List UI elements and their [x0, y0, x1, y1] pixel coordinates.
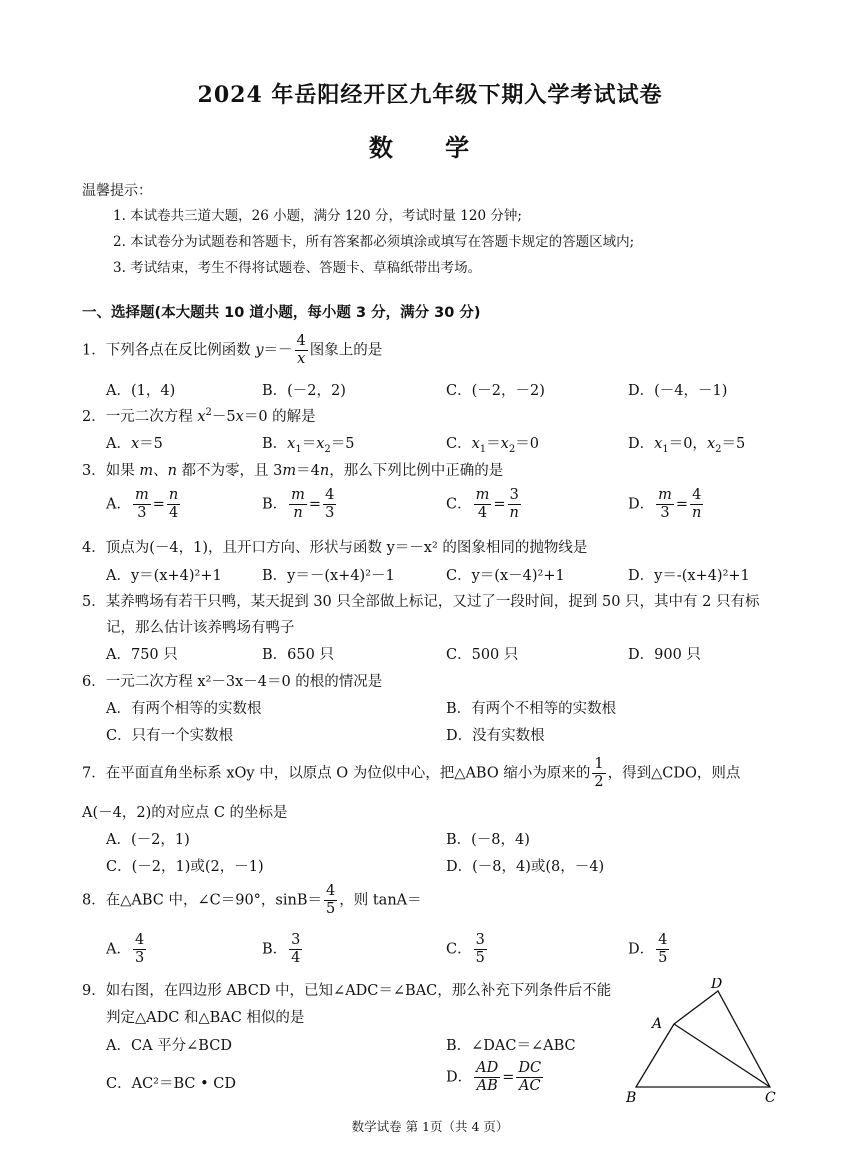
- q1-option-c: C．(－2，－2): [446, 383, 545, 399]
- question-3: 3．如果 m、n 都不为零，且 3m＝4n，那么下列比例中正确的是: [82, 463, 504, 479]
- q6-option-a: A．有两个相等的实数根: [106, 701, 262, 717]
- q9-option-b: B．∠DAC＝∠ABC: [446, 1038, 576, 1054]
- label-c: C: [765, 1090, 776, 1103]
- question-7-line-1: 7．在平面直角坐标系 xOy 中，以原点 O 为位似中心，把△ABO 缩小为原来的 $\frac{1}{2}$ ，得到△CDO，则点: [82, 756, 741, 790]
- section-title: 一、选择题(本大题共 10 道小题，每小题 3 分，满分 30 分): [82, 305, 481, 321]
- question-9-line-2: 判定△ADC 和△BAC 相似的是: [106, 1010, 305, 1026]
- q1-option-d: D．(－4，－1): [628, 383, 728, 399]
- question-1: 1．下列各点在反比例函数 y＝－ $\frac{4}{x}$ 图象上的是: [82, 333, 383, 367]
- q3-option-a: A． $\frac{m}{3}$ = $\frac{n}{4}$: [106, 487, 179, 521]
- q8-option-b: B． $\frac{3}{4}$: [262, 932, 301, 966]
- exam-title: 2024 年岳阳经开区九年级下期入学考试试卷: [197, 82, 663, 108]
- q2-option-a: A．x＝5: [106, 436, 163, 452]
- q4-option-a: A．y＝(x+4)²+1: [106, 568, 222, 584]
- label-a: A: [652, 1016, 663, 1032]
- q3-option-d: D． $\frac{m}{3}$ = $\frac{4}{n}$: [628, 487, 702, 521]
- q7-option-c: C．(－2，1)或(2，－1): [106, 859, 264, 875]
- page-footer: 数学试卷 第 1页（共 4 页）: [351, 1119, 509, 1134]
- q4-option-d: D．y＝-(x+4)²+1: [628, 568, 750, 584]
- q5-option-c: C．500 只: [446, 647, 519, 663]
- quadrilateral-figure: [622, 978, 792, 1103]
- q7-option-a: A．(－2，1): [106, 832, 190, 848]
- q6-option-b: B．有两个不相等的实数根: [446, 701, 617, 717]
- tips-heading: 温馨提示：: [82, 183, 152, 199]
- q1-option-b: B．(－2，2): [262, 383, 346, 399]
- tip-item-2: 2. 本试卷分为试题卷和答题卡，所有答案都必须填涂或填写在答题卡规定的答题区域内;: [113, 234, 635, 250]
- q4-option-c: C．y＝(x－4)²+1: [446, 568, 565, 584]
- q3-option-b: B． $\frac{m}{n}$ = $\frac{4}{3}$: [262, 487, 335, 521]
- subject-title: 数 学: [368, 133, 492, 162]
- tip-item-3: 3. 考试结束，考生不得将试题卷、答题卡、草稿纸带出考场。: [113, 260, 482, 276]
- label-d: D: [711, 978, 723, 992]
- label-b: B: [626, 1090, 637, 1103]
- fraction: $\frac{4}{x}$: [296, 333, 306, 367]
- q8-option-c: C． $\frac{3}{5}$: [446, 932, 485, 966]
- q5-option-d: D．900 只: [628, 647, 701, 663]
- q7-option-d: D．(－8，4)或(8，－4): [446, 859, 605, 875]
- figure-outline: [636, 991, 770, 1087]
- q9-option-c: C．AC²＝BC • CD: [106, 1076, 236, 1092]
- q9-option-a: A．CA 平分∠BCD: [106, 1038, 232, 1054]
- q5-option-a: A．750 只: [106, 647, 178, 663]
- q3-option-c: C． $\frac{m}{4}$ = $\frac{3}{n}$: [446, 487, 519, 521]
- q1-option-a: A．(1，4): [106, 383, 176, 399]
- q7-option-b: B．(－8，4): [446, 832, 530, 848]
- q8-option-a: A． $\frac{4}{3}$: [106, 932, 145, 966]
- q2-option-c: C．$x_1=x_2=0$: [446, 436, 539, 455]
- question-8: 8．在△ABC 中，∠C＝90°，sinB＝ $\frac{4}{5}$ ，则 tanA＝: [82, 883, 422, 917]
- q2-option-d: D．$x_1=0$，$x_2=5$: [628, 436, 746, 455]
- q6-option-d: D．没有实数根: [446, 728, 545, 744]
- question-5-line-1: 5．某养鸭场有若干只鸭，某天捉到 30 只全部做上标记，又过了一段时间，捉到 50 只，其中有 2 只有标: [82, 594, 760, 610]
- question-6: 6．一元二次方程 x²－3x－4＝0 的根的情况是: [82, 674, 383, 690]
- figure-diagonal-ac: [674, 1024, 770, 1087]
- question-2: 2．一元二次方程 $x^2-5x=0$ 的解是: [82, 407, 316, 425]
- q9-option-d: D． $\frac{AD}{AB}$ = $\frac{DC}{AC}$: [446, 1060, 542, 1094]
- question-4: 4．顶点为(－4，1)，且开口方向、形状与函数 y＝－x² 的图象相同的抛物线是: [82, 540, 588, 556]
- q5-option-b: B．650 只: [262, 647, 334, 663]
- question-9-line-1: 9．如右图，在四边形 ABCD 中，已知∠ADC＝∠BAC，那么补充下列条件后不能: [82, 983, 612, 999]
- q2-option-b: B．$x_1=x_2=5$: [262, 436, 355, 455]
- q6-option-c: C．只有一个实数根: [106, 728, 234, 744]
- q4-option-b: B．y＝－(x+4)²－1: [262, 568, 395, 584]
- question-5-line-2: 记，那么估计该养鸭场有鸭子: [106, 620, 295, 636]
- q8-option-d: D． $\frac{4}{5}$: [628, 932, 668, 966]
- tip-item-1: 1. 本试卷共三道大题，26 小题，满分 120 分，考试时量 120 分钟;: [113, 208, 522, 224]
- question-7-line-2: A(－4，2)的对应点 C 的坐标是: [82, 805, 288, 821]
